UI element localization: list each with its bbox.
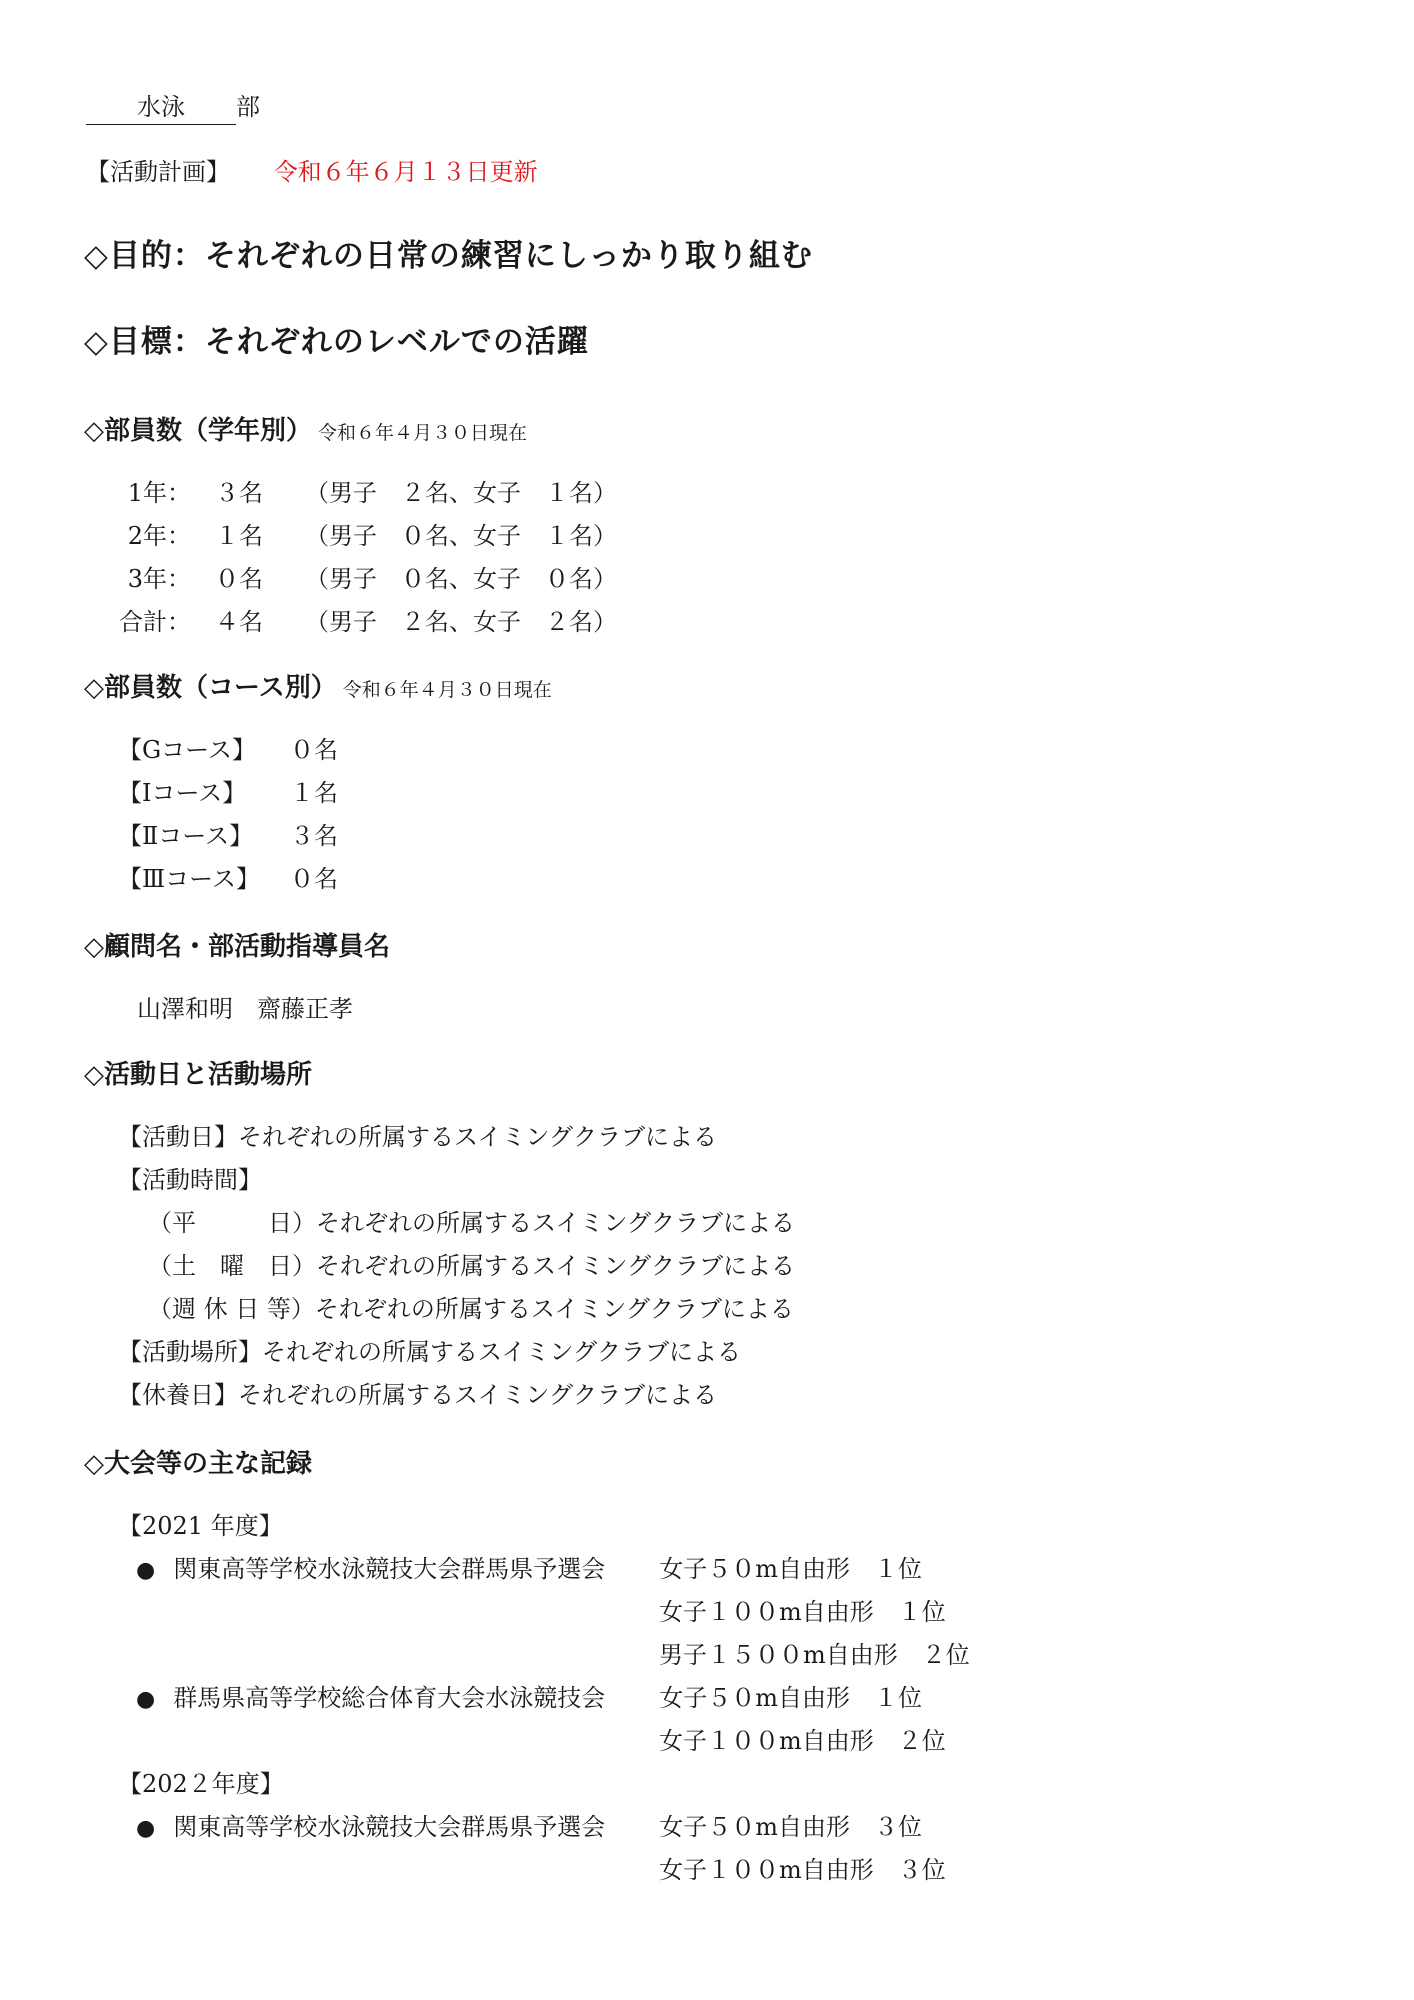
- activity-time-holiday: （週 休 日 等）それぞれの所属するスイミングクラブによる: [148, 1295, 794, 1323]
- grade-total: １名: [215, 522, 263, 550]
- members-grade-note: 令和６年４月３０日現在: [318, 422, 528, 444]
- course-label: 【Gコース】: [118, 736, 256, 764]
- course-label: 【Ⅲコース】: [118, 865, 260, 893]
- plan-label: 【活動計画】: [86, 158, 230, 186]
- activity-time-weekday: （平 日）それぞれの所属するスイミングクラブによる: [148, 1209, 796, 1237]
- club-title: [86, 90, 260, 125]
- result: 女子１００m自由形 ２位: [659, 1727, 946, 1755]
- competition-name: 関東高等学校水泳競技大会群馬県予選会: [173, 1813, 606, 1841]
- advisors-heading: ◇顧問名・部活動指導員名: [84, 932, 390, 962]
- course-row: [118, 819, 338, 862]
- members-course-note: 令和６年４月３０日現在: [342, 679, 552, 701]
- records-2021-comp1: [136, 1552, 922, 1588]
- bullet-icon: ●: [136, 1687, 156, 1712]
- course-row: [118, 862, 338, 905]
- grade-row: [86, 476, 617, 519]
- members-grade-title: ◇部員数（学年別）: [84, 416, 312, 446]
- rest-day: 【休養日】それぞれの所属するスイミングクラブによる: [118, 1381, 718, 1409]
- course-label: 【Ⅰコース】: [118, 779, 247, 807]
- records-2021-label: 【2021 年度】: [118, 1512, 283, 1540]
- result: 女子５０m自由形 １位: [659, 1555, 922, 1583]
- competition-name: 群馬県高等学校総合体育大会水泳競技会: [173, 1684, 606, 1712]
- members-course-list: [118, 733, 338, 905]
- grade-label: 1年：: [127, 479, 191, 507]
- activity-days: 【活動日】それぞれの所属するスイミングクラブによる: [118, 1123, 718, 1151]
- activity-heading: ◇活動日と活動場所: [84, 1060, 312, 1090]
- records-heading: ◇大会等の主な記録: [84, 1449, 312, 1479]
- course-count: １名: [290, 779, 338, 807]
- course-row: [118, 733, 338, 776]
- result: 女子５０m自由形 １位: [659, 1684, 922, 1712]
- grade-label: 合計：: [119, 608, 191, 636]
- records-2021-comp2: [136, 1681, 922, 1717]
- grade-row: [86, 605, 617, 648]
- course-label: 【Ⅱコース】: [118, 822, 254, 850]
- records-2022-comp1: [136, 1810, 922, 1846]
- course-count: ０名: [290, 736, 338, 764]
- grade-row: [86, 519, 617, 562]
- grade-total: ３名: [215, 479, 263, 507]
- grade-total: ０名: [215, 565, 263, 593]
- goal-heading: ◇目標：それぞれのレベルでの活躍: [84, 324, 589, 360]
- bullet-icon: ●: [136, 1816, 156, 1841]
- result: 女子５０m自由形 ３位: [659, 1813, 922, 1841]
- grade-detail: （男子 ２名、女子 ２名）: [305, 608, 617, 636]
- grade-detail: （男子 ０名、女子 ０名）: [305, 565, 617, 593]
- updated-date: 令和６年６月１３日更新: [273, 158, 538, 186]
- members-grade-heading: [84, 413, 527, 451]
- grade-label: 3年：: [127, 565, 191, 593]
- purpose-heading: ◇目的：それぞれの日常の練習にしっかり取り組む: [84, 238, 813, 274]
- result: 男子１５００m自由形 ２位: [659, 1641, 970, 1669]
- competition-name: 関東高等学校水泳競技大会群馬県予選会: [173, 1555, 606, 1583]
- course-row: [118, 776, 338, 819]
- course-count: ０名: [290, 865, 338, 893]
- course-count: ３名: [290, 822, 338, 850]
- records-2022-label: 【202２年度】: [118, 1770, 284, 1798]
- grade-total: ４名: [215, 608, 263, 636]
- result: 女子１００m自由形 １位: [659, 1598, 946, 1626]
- plan-line: [86, 155, 538, 189]
- grade-label: 2年：: [127, 522, 191, 550]
- activity-time-saturday: （土 曜 日）それぞれの所属するスイミングクラブによる: [148, 1252, 796, 1280]
- grade-row: [86, 562, 617, 605]
- bullet-icon: ●: [136, 1558, 156, 1583]
- activity-time-label: 【活動時間】: [118, 1166, 262, 1194]
- members-course-heading: [84, 670, 552, 708]
- club-name: 水泳: [86, 90, 236, 125]
- members-course-title: ◇部員数（コース別）: [84, 673, 337, 703]
- club-suffix: 部: [236, 93, 260, 121]
- activity-place: 【活動場所】それぞれの所属するスイミングクラブによる: [118, 1338, 742, 1366]
- activity-list: [118, 1120, 795, 1421]
- grade-detail: （男子 ２名、女子 １名）: [305, 479, 617, 507]
- advisor-names: 山澤和明 齋藤正孝: [137, 995, 353, 1023]
- members-grade-list: [86, 476, 617, 648]
- result: 女子１００m自由形 ３位: [659, 1856, 946, 1884]
- grade-detail: （男子 ０名、女子 １名）: [305, 522, 617, 550]
